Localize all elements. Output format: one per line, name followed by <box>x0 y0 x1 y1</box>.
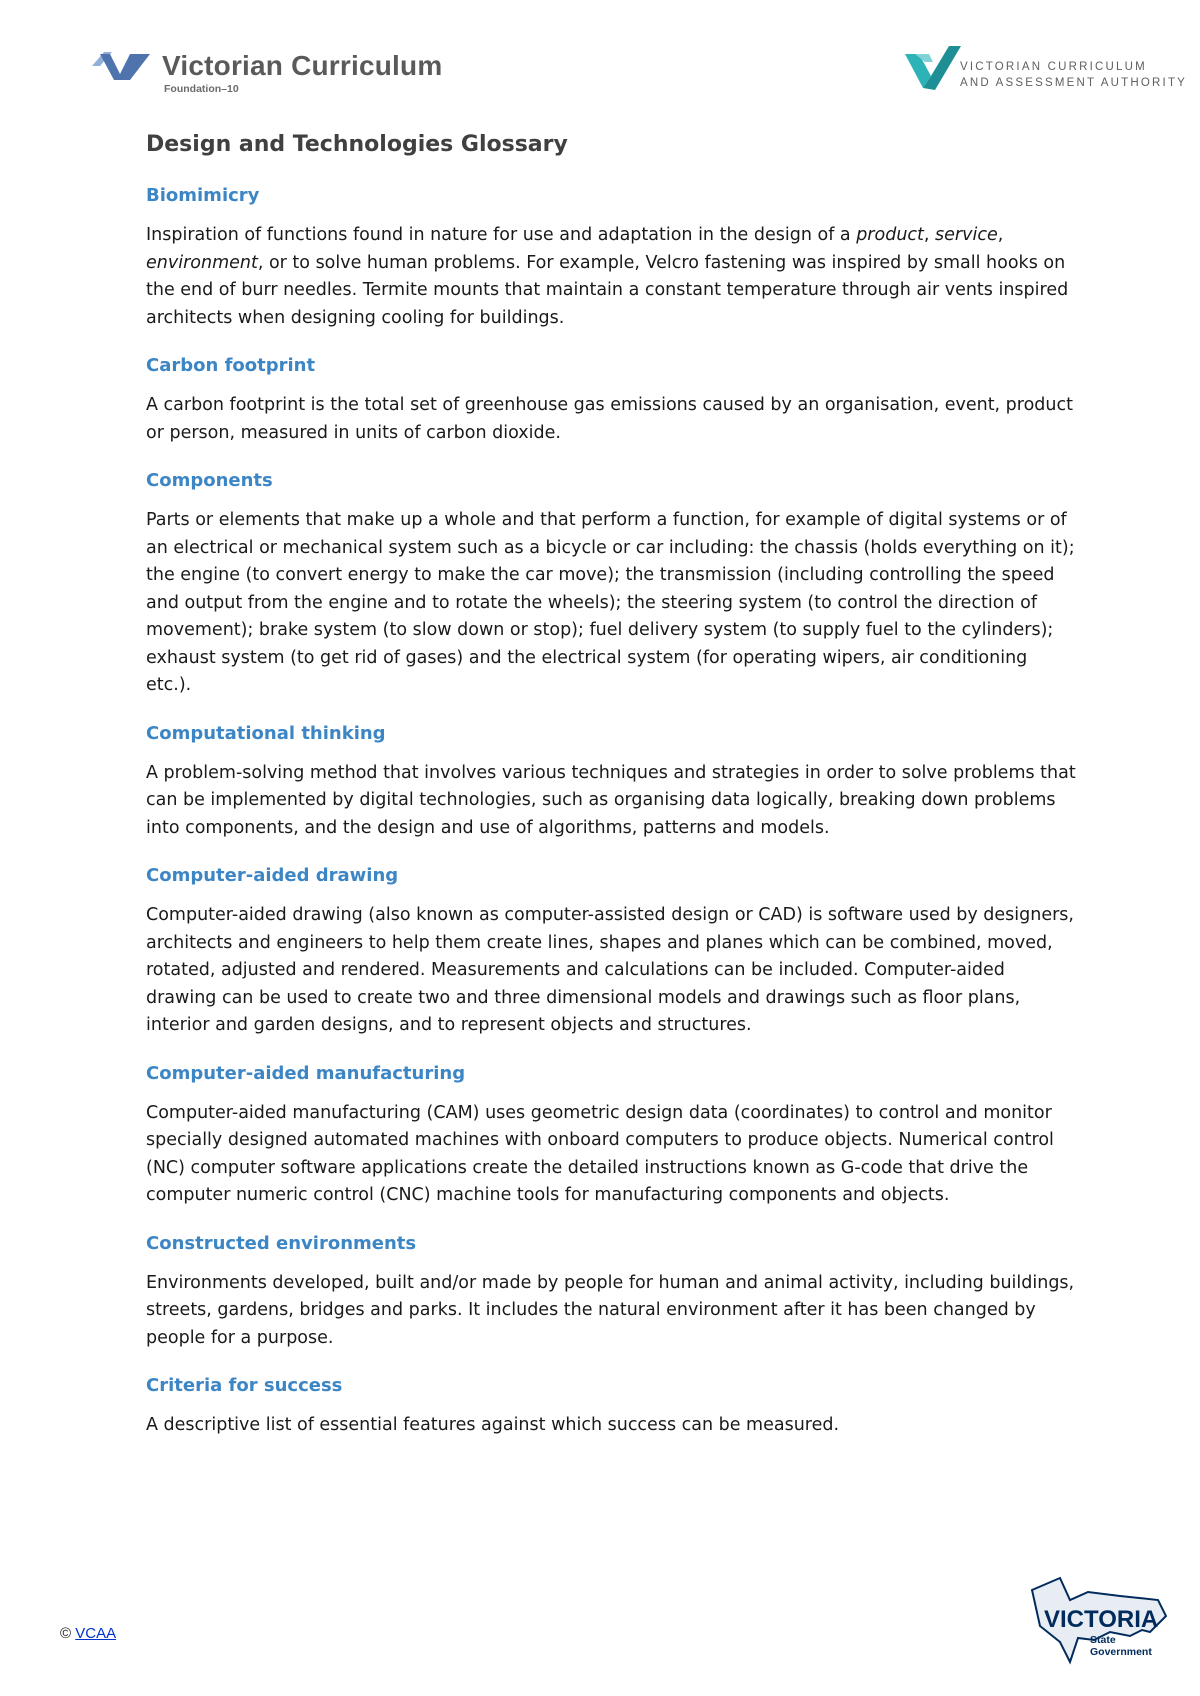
glossary-term: Constructed environments <box>146 1232 417 1254</box>
glossary-definition: Inspiration of functions found in nature for use and adaptation in the design of a product, service, environment, or to solve human problems. For example, Velcro fastening was inspired by small hooks on the end of burr needles. Termite mounts that maintain a constant temperature through air vents inspired architects when designing cooling for buildings. <box>146 225 1069 328</box>
state-text-line1: State <box>1090 1634 1116 1646</box>
glossary-term: Carbon footprint <box>146 355 316 376</box>
glossary-entry <box>146 862 1076 1040</box>
glossary-definition: A problem-solving method that involves various techniques and strategies in order to solve problems that can be implemented by digital technologies, such as organising data logically, breaking down problems into components, and the design and use of algorithms, patterns and models. <box>146 762 1076 838</box>
victoria-state-government-logo <box>1030 1570 1170 1670</box>
victoria-wordmark: VICTORIA <box>1044 1606 1159 1633</box>
glossary-entry <box>146 720 1076 843</box>
glossary-term: Computational thinking <box>146 722 386 744</box>
emphasis-environment: environment <box>146 252 258 273</box>
glossary-entry <box>146 352 1076 447</box>
emphasis-product: product <box>856 225 924 245</box>
vcaa-link[interactable]: VCAA <box>75 1625 117 1642</box>
state-government-text <box>1090 1634 1152 1658</box>
document-body <box>146 128 1076 1460</box>
vcaa-logo-text <box>960 59 1187 91</box>
page-header <box>0 0 1200 110</box>
vc-logo-subtitle: Foundation–10 <box>164 83 239 95</box>
glossary-definition: Computer-aided drawing (also known as computer-assisted design or CAD) is software used by designers, architects and engineers to help them create lines, shapes and planes which can be combined, moved, rotated, adjusted and rendered. Measurements and calculations can be included. Computer-aided drawing can be used to create two and three dimensional models and drawings such as floor plans, interior and garden designs, and to represent objects and structures. <box>146 905 1074 1035</box>
glossary-definition: Environments developed, built and/or made by people for human and animal activity, including buildings, streets, gardens, bridges and parks. It includes the natural environment after it has been changed by people for a purpose. <box>146 1272 1075 1348</box>
glossary-term: Computer-aided drawing <box>146 865 399 886</box>
copyright-notice <box>60 1625 116 1642</box>
glossary-term: Components <box>146 470 273 491</box>
vc-chevron-icon <box>92 52 152 82</box>
glossary-entry <box>146 1230 1076 1353</box>
vcaa-check-icon <box>905 46 961 92</box>
emphasis-service: service <box>935 225 998 245</box>
glossary-term: Computer-aided manufacturing <box>146 1062 466 1084</box>
glossary-definition: Computer-aided manufacturing (CAM) uses geometric design data (coordinates) to control and monitor specially designed automated machines with onboard computers to produce objects. Numerical control (NC) computer software applications create the detailed instructions known as G-code that drive the computer numeric control (CNC) machine tools for manufacturing components and objects. <box>146 1102 1054 1205</box>
vc-logo-title: Victorian Curriculum <box>162 50 443 81</box>
state-text-line2: Government <box>1090 1646 1152 1658</box>
glossary-entry <box>146 182 1076 332</box>
vcaa-logo <box>905 46 1188 96</box>
glossary-definition: A carbon footprint is the total set of greenhouse gas emissions caused by an organisation, event, product or person, measured in units of carbon dioxide. <box>146 395 1073 443</box>
page-title: Design and Technologies Glossary <box>146 132 568 157</box>
glossary-entry <box>146 1060 1076 1210</box>
glossary-definition: A descriptive list of essential features against which success can be measured. <box>146 1415 840 1435</box>
copyright-symbol: © <box>60 1625 72 1642</box>
glossary-entry <box>146 1372 1076 1440</box>
glossary-term: Criteria for success <box>146 1375 343 1396</box>
glossary-entry <box>146 467 1076 700</box>
victorian-curriculum-logo <box>92 50 443 100</box>
glossary-term: Biomimicry <box>146 185 260 206</box>
glossary-definition: Parts or elements that make up a whole and that perform a function, for example of digital systems or of an electrical or mechanical system such as a bicycle or car including: the chassis (holds everything on it); the engine (to convert energy to make the car move); the transmission (including controlling the speed and output from the engine and to rotate the wheels); the steering system (to control the direction of movement); brake system (to slow down or stop); fuel delivery system (to supply fuel to the cylinders); exhaust system (to get rid of gases) and the electrical system (for operating wipers, air conditioning etc.). <box>146 510 1075 695</box>
vcaa-logo-line2: AND ASSESSMENT AUTHORITY <box>960 77 1188 89</box>
vcaa-logo-line1: VICTORIAN CURRICULUM <box>960 61 1147 73</box>
